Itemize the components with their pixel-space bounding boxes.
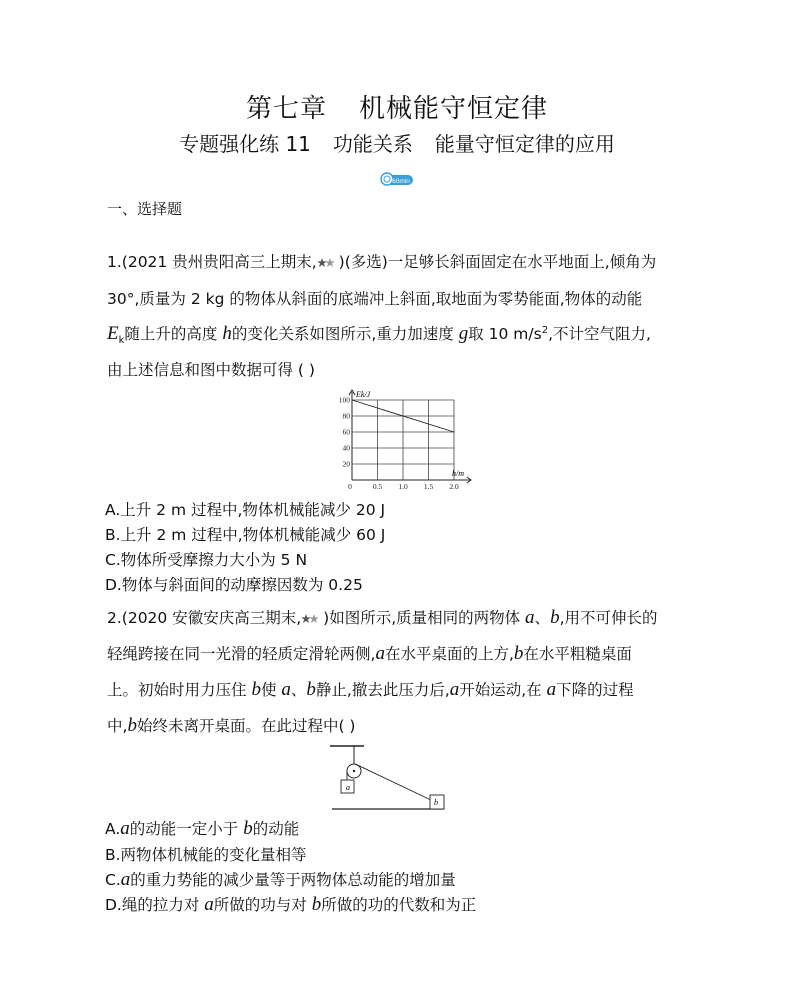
time-badge [380, 172, 414, 186]
x-tick-label: 1.5 [423, 482, 434, 491]
x-tick-label: 0 [348, 482, 352, 491]
q2-line-1: 2.(2020 安徽安庆高三期末, )如图所示,质量相同的两物体 a、b,用不可伸长的 [107, 607, 658, 628]
q1-line-4: 由上述信息和图中数据可得 ( ) [107, 361, 315, 379]
block-a-label: a [346, 783, 350, 792]
drill-title [0, 128, 794, 157]
x-tick-label: 0.5 [372, 482, 383, 491]
q1-option-b[interactable]: B.上升 2 m 过程中,物体机械能减少 60 J [105, 526, 386, 544]
chapter-number: 第七章 [245, 94, 327, 124]
q2-option-a[interactable]: A.a的动能一定小于 b的动能 [105, 818, 300, 839]
chapter-title [0, 88, 794, 125]
q1-line-3: $E_k$随上升的高度 h的变化关系如图所示,重力加速度 g取 10 $m/s^2$,不计空气阻力, [107, 323, 651, 347]
y-tick-label: 20 [342, 459, 350, 469]
q2-line-4: 中,b始终未离开桌面。在此过程中( ) [107, 715, 356, 736]
chapter-name: 机械能守恒定律 [359, 94, 549, 124]
q1-line-1: 1.(2021 贵州贵阳高三上期末, )(多选)一足够长斜面固定在水平地面上,倾角为 [107, 253, 657, 271]
y-tick-label: 80 [342, 411, 350, 421]
difficulty-stars-icon [317, 257, 339, 269]
y-tick-label: 40 [342, 443, 350, 453]
q1-line-2: 30°,质量为 2 kg 的物体从斜面的底端冲上斜面,取地面为零势能面,物体的动能 [107, 290, 643, 308]
drill-prefix: 专题强化练 11 [179, 132, 311, 156]
q1-option-a[interactable]: A.上升 2 m 过程中,物体机械能减少 20 J [105, 501, 386, 519]
q2-line-2: 轻绳跨接在同一光滑的轻质定滑轮两侧,a在水平桌面的上方,b在水平粗糙桌面 [107, 643, 632, 664]
q1-option-c[interactable]: C.物体所受摩擦力大小为 5 N [105, 551, 308, 569]
pulley-figure [326, 743, 450, 811]
y-axis-label: Ek/J [356, 390, 371, 399]
section-heading: 一、选择题 [107, 200, 183, 218]
ek-h-graph [322, 388, 482, 500]
drill-topic-1: 功能关系 [332, 132, 413, 156]
x-tick-label: 2.0 [449, 482, 459, 491]
q1-option-d[interactable]: D.物体与斜面间的动摩擦因数为 0.25 [105, 576, 363, 594]
rope-to-b [356, 764, 433, 801]
x-tick-label: 1.0 [398, 482, 408, 491]
drill-topic-2: 能量守恒定律的应用 [434, 132, 615, 156]
y-tick-label: 100 [338, 395, 350, 405]
q2-line-3: 上。初始时用力压住 b使 a、b静止,撤去此压力后,a开始运动,在 a下降的过程 [107, 679, 634, 700]
x-axis-label: h/m [452, 469, 464, 478]
block-b-label: b [434, 798, 438, 807]
q2-option-b[interactable]: B.两物体机械能的变化量相等 [105, 846, 307, 864]
time-badge-label: 60min [392, 178, 410, 185]
pulley-axle [353, 770, 355, 772]
q2-option-d[interactable]: D.绳的拉力对 a所做的功与对 b所做的功的代数和为正 [105, 894, 477, 915]
difficulty-stars-icon [301, 613, 323, 625]
y-tick-label: 60 [342, 427, 350, 437]
q2-option-c[interactable]: C.a的重力势能的减少量等于两物体总动能的增加量 [105, 869, 456, 890]
graph-grid [352, 400, 454, 480]
